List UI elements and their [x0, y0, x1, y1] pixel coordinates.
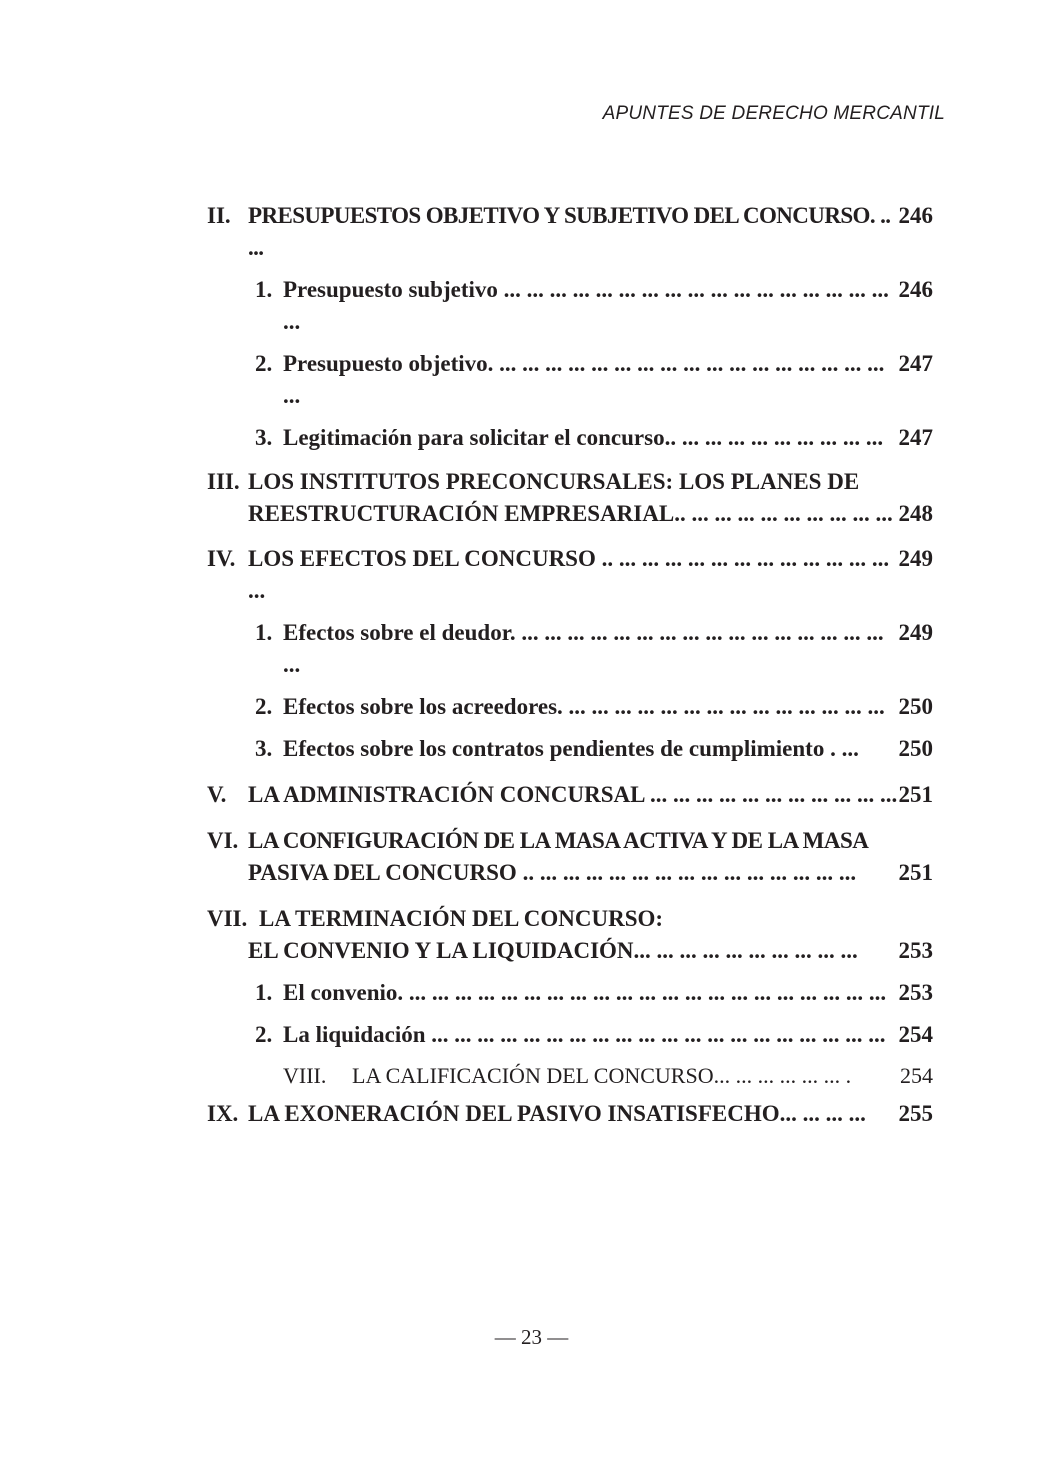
toc-entry-subsection[interactable] — [207, 348, 933, 412]
toc-entry-number: IX. — [207, 1101, 239, 1126]
toc-entry-page: 247 — [898, 351, 933, 376]
toc-entry-subsection[interactable] — [207, 733, 933, 765]
toc-entry-page: 249 — [898, 546, 933, 571]
toc-leader-dots: ... ... ... ... ... ... ... ... ... ... — [633, 938, 858, 963]
toc-entry-number: 2. — [255, 351, 273, 376]
toc-entry-title: LA EXONERACIÓN DEL PASIVO INSATISFECHO... ... ... ... — [248, 1101, 866, 1126]
toc-entry-page: 246 — [898, 203, 933, 228]
toc-entry-page: 255 — [898, 1101, 933, 1126]
toc-leader-dots: ... ... ... ... ... ... ... ... ... ... ... — [644, 782, 898, 807]
toc-entry-title: LA CONFIGURACIÓN DE LA MASA ACTIVA Y DE LA MASA PASIVA DEL CONCURSO .. ... ... ... ... ... ... ... ... ... ... ... ... ... ... 251 — [248, 825, 933, 889]
table-of-contents — [207, 200, 933, 1130]
toc-entry-page: 248 — [898, 501, 933, 526]
toc-leader-dots: . ... ... ... ... ... ... ... ... ... ... ... ... ... ... ... ... ... ... — [283, 351, 885, 408]
toc-leader-dots: . ... ... ... ... ... ... ... ... ... ... ... ... ... ... — [557, 694, 885, 719]
toc-entry-title: PRESUPUESTOS OBJETIVO Y SUBJETIVO DEL CONCURSO. .. ... — [248, 203, 891, 260]
toc-entry-page: 251 — [898, 782, 933, 807]
toc-entry-subsection[interactable] — [207, 1019, 933, 1051]
toc-entry-number: II. — [207, 203, 231, 228]
toc-entry-section[interactable] — [207, 466, 933, 530]
toc-leader-dots: .. ... ... ... ... ... ... ... ... ... — [674, 501, 893, 526]
toc-leader-dots: ... ... ... ... ... ... ... ... ... ... ... ... ... ... ... ... ... ... ... ... — [425, 1022, 886, 1047]
toc-entry-number: 1. — [255, 620, 273, 645]
toc-entry-title-line1: LA TERMINACIÓN DEL CONCURSO: — [259, 906, 664, 931]
toc-entry-page: 254 — [900, 1063, 933, 1088]
toc-entry-title: EL CONVENIO Y LA LIQUIDACIÓN... ... ... ... ... ... ... ... ... ... — [248, 938, 858, 963]
toc-entry-title: Presupuesto subjetivo ... ... ... ... ... ... ... ... ... ... ... ... ... ... ... ... ... ... — [283, 277, 889, 334]
toc-entry-section[interactable] — [207, 543, 933, 607]
toc-entry-title: LOS INSTITUTOS PRECONCURSALES: LOS PLANES DE REESTRUCTURACIÓN EMPRESARIAL.. ... ... ... ... ... ... ... ... ... 248 — [248, 466, 933, 530]
toc-entry-page: 246 — [898, 277, 933, 302]
toc-entry-number: VI. — [207, 828, 239, 853]
toc-leader-dots: ... ... ... ... ... ... . — [713, 1063, 852, 1088]
toc-leader-dots: .. ... ... ... ... ... ... ... ... ... ... ... ... ... — [248, 546, 890, 603]
toc-entry-page: 251 — [898, 860, 933, 885]
toc-entry-subsection[interactable] — [207, 422, 933, 454]
toc-entry-title: Presupuesto objetivo. ... ... ... ... ... ... ... ... ... ... ... ... ... ... ... ... ... ... — [283, 351, 885, 408]
toc-leader-dots: .. ... ... ... ... ... ... ... ... ... ... ... ... ... ... — [516, 860, 857, 885]
toc-entry-title: Legitimación para solicitar el concurso.. ... ... ... ... ... ... ... ... ... — [283, 425, 884, 450]
toc-entry-subsection[interactable] — [207, 691, 933, 723]
toc-entry-section[interactable] — [207, 200, 933, 264]
toc-entry-number: 2. — [255, 1022, 273, 1047]
toc-entry-page: 250 — [898, 694, 933, 719]
toc-entry-title: Efectos sobre los contratos pendientes de cumplimiento . ... — [283, 736, 859, 761]
toc-entry-number: 3. — [255, 425, 273, 450]
toc-entry-title: Efectos sobre el deudor. ... ... ... ... ... ... ... ... ... ... ... ... ... ... ... ... ... — [283, 620, 884, 677]
toc-entry-page: 250 — [898, 736, 933, 761]
toc-entry-title: Efectos sobre los acreedores. ... ... ... ... ... ... ... ... ... ... ... ... ... ... — [283, 694, 885, 719]
toc-leader-dots: ... ... ... ... ... ... ... ... ... ... ... ... ... ... ... ... ... ... — [283, 277, 889, 334]
page-number: — 23 — — [494, 1325, 569, 1349]
toc-entry-number: VIII. — [283, 1063, 327, 1088]
toc-entry-number: III. — [207, 469, 240, 494]
toc-entry-number: 1. — [255, 277, 273, 302]
toc-entry-section[interactable] — [207, 903, 933, 967]
toc-entry-title: El convenio. ... ... ... ... ... ... ... ... ... ... ... ... ... ... ... ... ... ... ... ... ... — [283, 980, 887, 1005]
toc-entry-number: VII. — [207, 906, 248, 931]
toc-entry-subsection[interactable] — [207, 977, 933, 1009]
toc-entry-title: LA ADMINISTRACIÓN CONCURSAL ... ... ... ... ... ... ... ... ... ... ... — [248, 782, 898, 807]
toc-entry-title: LA CALIFICACIÓN DEL CONCURSO... ... ... ... ... ... . — [352, 1063, 852, 1088]
toc-entry-page: 249 — [898, 620, 933, 645]
toc-entry-subsection[interactable] — [207, 274, 933, 338]
toc-entry-page: 253 — [898, 938, 933, 963]
toc-entry-subsection[interactable] — [207, 617, 933, 681]
toc-entry-section[interactable] — [207, 1098, 933, 1130]
toc-entry-number: 3. — [255, 736, 273, 761]
toc-entry-section[interactable] — [207, 779, 933, 811]
toc-entry-section[interactable] — [207, 825, 933, 889]
toc-entry-page: 247 — [898, 425, 933, 450]
toc-entry-number: V. — [207, 782, 227, 807]
toc-entry-title: LOS EFECTOS DEL CONCURSO .. ... ... ... ... ... ... ... ... ... ... ... ... ... — [248, 546, 890, 603]
toc-leader-dots: .. ... ... ... ... ... ... ... ... ... — [664, 425, 884, 450]
toc-entry-number: 2. — [255, 694, 273, 719]
toc-entry-section[interactable] — [207, 1060, 933, 1092]
toc-entry-number: 1. — [255, 980, 273, 1005]
toc-leader-dots: . ... ... ... ... ... ... ... ... ... ... ... ... ... ... ... ... ... — [283, 620, 884, 677]
toc-entry-page: 253 — [898, 980, 933, 1005]
toc-entry-page: 254 — [898, 1022, 933, 1047]
running-header: APUNTES DE DERECHO MERCANTIL — [602, 103, 945, 124]
toc-leader-dots: . ... ... ... ... ... ... ... ... ... ... ... ... ... ... ... ... ... ... ... ... ... — [397, 980, 887, 1005]
toc-entry-title: La liquidación ... ... ... ... ... ... ... ... ... ... ... ... ... ... ... ... ... ... ... ... — [283, 1022, 886, 1047]
toc-leader-dots: ... ... ... ... — [779, 1101, 866, 1126]
toc-leader-dots: . .. ... — [248, 203, 891, 260]
toc-leader-dots: . ... — [824, 736, 859, 761]
toc-entry-number: IV. — [207, 546, 236, 571]
